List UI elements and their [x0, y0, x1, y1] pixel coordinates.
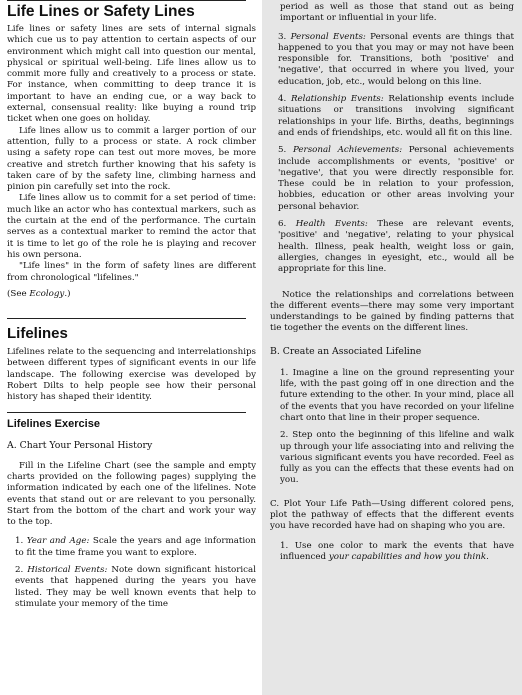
divider — [7, 412, 246, 413]
list-item — [278, 219, 514, 275]
exercise-heading: Lifelines Exercise — [7, 417, 100, 430]
paragraph: period as well as those that stand out as being important or influential in your life. — [280, 2, 514, 24]
list-text: Scale the years and age information to fit the time frame you want to explore. — [15, 536, 256, 558]
list-number: 3. — [278, 31, 287, 42]
list-number: 1. — [15, 536, 24, 547]
cross-reference-prefix: (See — [7, 288, 30, 299]
list-item — [280, 430, 514, 486]
paragraph: Life lines or safety lines are sets of internal signals which cue us to pay attention to certain aspects of our environment which might call into question our mental, physical or spiritual well-being. Life lines allow us to commit more fully and creatively to a process or state. For instance, when committing to deep trance it is important to have an ending cue, or a way back to external, consensual reality: like buying a round trip ticket when one goes on holiday. — [7, 24, 256, 125]
paragraph: Notice the relationships and correlations between the different events—there may some very important understandings to be gained by finding patterns that tie together the events on the different lines. — [270, 289, 514, 334]
paragraph: Life lines allow us to commit a larger portion of our attention, fully to a process or state. A rock climber using a safety rope can test out more moves, be more creative and stretch further knowing that his safety is taken care of by the safety line, climbing harness and pinion pin carefully set into the rock. — [7, 125, 256, 193]
cross-reference-link[interactable]: Ecology — [29, 288, 65, 299]
list-number: 2. — [280, 430, 289, 441]
list-number: 1. — [280, 367, 289, 378]
list-item — [280, 368, 514, 424]
list-text: Personal events are things that happened to you that you may or may not have been responsible for. Transitions, both 'positive' and 'negative', that occurred in where you lived, your education, job, etc., would belong on this line. — [278, 31, 514, 87]
section-b-list — [270, 368, 514, 487]
section-heading-b: B. Create an Associated Lifeline — [270, 345, 422, 357]
list-text: Use one color to mark the events that have influenced — [280, 540, 514, 562]
list-item — [278, 145, 514, 213]
list-text: Step onto the beginning of this lifeline and walk up through your life associating into and reliving the various significant events you have recorded. Feel as fully as you can the effects that these events had on you. — [280, 430, 514, 486]
divider — [7, 318, 246, 319]
lifelines-heading: Lifelines — [7, 325, 68, 343]
list-item — [278, 32, 514, 88]
section-c-list — [270, 541, 514, 564]
list-text: Note down significant historical events that happened during the years you have listed. They may be well known events that help to stimulate your memory of the time — [15, 564, 256, 609]
lifeline-list-continued — [270, 32, 514, 276]
left-column — [0, 0, 262, 616]
list-number: 5. — [278, 145, 287, 156]
list-label: Relationship Events: — [291, 94, 384, 105]
list-number: 4. — [278, 94, 287, 105]
list-label: Personal Achievements: — [292, 145, 403, 156]
list-label: Year and Age: — [26, 536, 90, 547]
cross-reference — [7, 289, 256, 300]
list-item — [278, 94, 514, 139]
list-text: Imagine a line on the ground representing your life, with the past going off in one direction and the future extending to the other. In your mind, place all of the events that you have recorded on your lifeline chart onto that line in their proper sequence. — [280, 367, 515, 423]
list-number: 6. — [278, 219, 287, 230]
section-title: Life Lines or Safety Lines — [7, 3, 195, 20]
list-text: Relationship events include situations or transitions involving significant relationships in your life. Births, deaths, beginnings and ends of friendships, etc. would all fit on this line. — [278, 94, 514, 138]
paragraph: Fill in the Lifeline Chart (see the sample and empty charts provided on the following pages) supplying the information indicated by each one of the lifelines. Note events that stand out or are relevant to you personally. Start from the bottom of the chart and work your way to the top. — [7, 460, 256, 528]
list-item — [15, 536, 256, 559]
paragraph: Life lines allow us to commit for a set period of time: much like an actor who has contextual markers, such as the curtain at the end of the performance. The curtain serves as a contextual marker to remind the actor that it is time to let go of the role he is playing and recover his own persona. — [7, 193, 256, 260]
section-heading-c: C. Plot Your Life Path—Using different colored pens, plot the pathway of effects that the different events you have recorded have had on shaping who you are. — [270, 498, 514, 532]
list-text: These are relevant events, 'positive' and 'negative', relating to your physical health. Illness, peak health, weight loss or gain, allergies, changes in eyesight, etc., would all be appropriate for this line. — [278, 219, 514, 275]
list-label: Personal Events: — [290, 31, 366, 42]
top-rule — [7, 0, 246, 1]
list-label: Health Events: — [295, 219, 368, 230]
lifeline-list — [7, 536, 256, 610]
list-number: 2. — [15, 564, 24, 575]
list-text: Personal achievements include accomplishments or events, 'positive' or 'negative', that you were directly responsible for. These could be in relation to your profession, hobbies, education or other areas involving your personal behavior. — [278, 145, 514, 212]
list-text-emphasis: your capabilities and how you think. — [328, 551, 489, 562]
paragraph: Lifelines relate to the sequencing and interrelationships between different types of significant events in our life landscape. The following exercise was developed by Robert Dilts to help people see how their personal history has shaped their identity. — [7, 347, 256, 403]
list-item — [280, 541, 514, 564]
list-number: 1. — [280, 540, 289, 551]
right-column — [262, 0, 522, 695]
list-item — [15, 565, 256, 610]
section-heading-a: A. Chart Your Personal History — [7, 439, 153, 451]
paragraph: "Life lines" in the form of safety lines are different from chronological "lifelines." — [7, 261, 256, 283]
cross-reference-suffix: .) — [64, 288, 71, 299]
list-label: Historical Events: — [27, 564, 108, 575]
